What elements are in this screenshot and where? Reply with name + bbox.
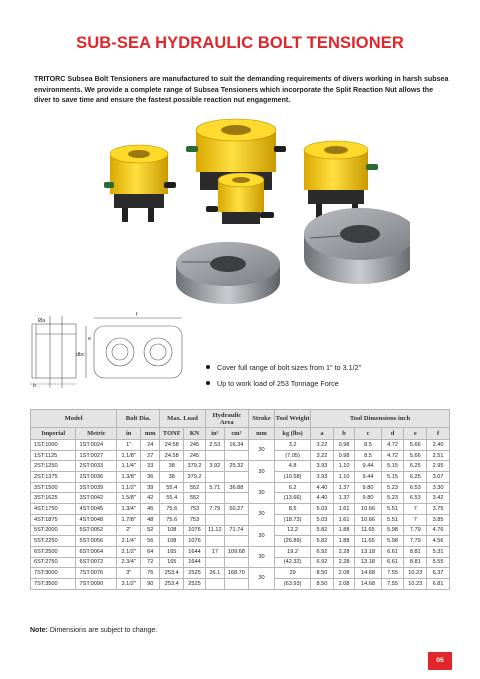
table-cell: 1.1/2" — [117, 482, 141, 493]
table-cell: 30 — [248, 461, 274, 482]
table-cell: 8.81 — [404, 557, 427, 568]
table-cell: 3" — [117, 568, 141, 579]
table-cell: 6.53 — [404, 482, 427, 493]
table-cell: 7ST:3500 — [31, 578, 76, 589]
table-cell: 36 — [141, 472, 160, 483]
table-cell: 4.8 — [275, 461, 311, 472]
table-row — [31, 461, 450, 472]
table-cell — [224, 578, 248, 589]
table-cell: 1.37 — [333, 482, 355, 493]
table-cell: 9.80 — [355, 493, 381, 504]
feature-list — [205, 363, 361, 395]
table-cell: 6.92 — [311, 546, 334, 557]
table-cell — [205, 536, 224, 547]
label-e: e — [88, 336, 92, 342]
table-cell: 3.75 — [427, 504, 450, 515]
table-cell: 2525 — [184, 568, 206, 579]
table-row — [31, 514, 450, 525]
table-cell — [205, 493, 224, 504]
table-cell: 26.1 — [205, 568, 224, 579]
table-cell: 2.95 — [427, 461, 450, 472]
table-cell: 3.93 — [311, 472, 334, 483]
table-row — [31, 536, 450, 547]
table-cell: 5.51 — [381, 514, 404, 525]
table-cell: 64 — [141, 546, 160, 557]
table-row — [31, 568, 450, 579]
table-cell: 90 — [141, 578, 160, 589]
table-cell: 552 — [184, 482, 206, 493]
feature-item: Up to work load of 253 Tonnage Force — [205, 379, 361, 388]
table-cell: 7ST:0076 — [76, 568, 117, 579]
table-row — [31, 493, 450, 504]
table-cell: 7.79 — [205, 504, 224, 515]
table-cell: 30 — [248, 525, 274, 546]
table-cell: 0.98 — [333, 440, 355, 451]
table-cell: 4.56 — [427, 536, 450, 547]
table-cell: 1.3/4" — [117, 504, 141, 515]
table-cell — [205, 514, 224, 525]
table-cell: 4.72 — [381, 450, 404, 461]
table-cell: 5ST:2250 — [31, 536, 76, 547]
table-cell: 11.65 — [355, 525, 381, 536]
table-cell: 3.2 — [275, 440, 311, 451]
table-cell: 52 — [141, 525, 160, 536]
table-cell: 379.2 — [184, 472, 206, 483]
table-cell: 6.53 — [404, 493, 427, 504]
table-cell: (42.32) — [275, 557, 311, 568]
table-cell: 2" — [117, 525, 141, 536]
table-cell: 2525 — [184, 578, 206, 589]
table-cell: 27 — [141, 450, 160, 461]
subheader-c: c — [355, 428, 381, 440]
tensioner-medium-right — [304, 141, 378, 218]
table-cell: 3.1/2" — [117, 578, 141, 589]
table-cell: 6.25 — [404, 472, 427, 483]
table-cell: 165 — [160, 557, 184, 568]
table-cell: 8.5 — [355, 450, 381, 461]
table-cell: 2.51 — [427, 450, 450, 461]
table-cell: 379.2 — [184, 461, 206, 472]
table-row — [31, 504, 450, 515]
table-cell: 8.5 — [275, 504, 311, 515]
table-cell: 25.32 — [224, 461, 248, 472]
table-cell: 6.2 — [275, 482, 311, 493]
table-cell: 6.92 — [311, 557, 334, 568]
table-cell: 4ST:1750 — [31, 504, 76, 515]
table-cell: 1.88 — [333, 525, 355, 536]
table-cell: 5.23 — [381, 493, 404, 504]
table-cell — [224, 493, 248, 504]
table-cell: 2.3/4" — [117, 557, 141, 568]
table-cell: 1ST:1000 — [31, 440, 76, 451]
table-cell: 7ST:3000 — [31, 568, 76, 579]
table-cell: 1.61 — [333, 504, 355, 515]
table-cell: 6.25 — [404, 461, 427, 472]
table-cell: 36.88 — [224, 482, 248, 493]
table-row — [31, 578, 450, 589]
table-cell: 75.6 — [160, 514, 184, 525]
table-cell: 1ST:1125 — [31, 450, 76, 461]
spec-table-body — [31, 440, 450, 590]
table-cell: 2.28 — [333, 546, 355, 557]
table-cell: 50.27 — [224, 504, 248, 515]
table-cell: 72 — [141, 557, 160, 568]
table-cell: 5.23 — [381, 482, 404, 493]
table-cell: 5.15 — [381, 461, 404, 472]
table-cell: 2ST:1250 — [31, 461, 76, 472]
table-cell: 48 — [141, 514, 160, 525]
table-cell: 3.30 — [427, 482, 450, 493]
table-cell: 1.61 — [333, 514, 355, 525]
feature-item: Cover full range of bolt sizes from 1" to 3.1/2" — [205, 363, 361, 372]
table-cell: 5ST:2000 — [31, 525, 76, 536]
table-cell: 165 — [160, 546, 184, 557]
table-cell: 8.5 — [355, 440, 381, 451]
table-cell: 55.4 — [160, 482, 184, 493]
table-cell: 10.23 — [404, 578, 427, 589]
subheader-f: f — [427, 428, 450, 440]
table-cell: 245 — [184, 440, 206, 451]
table-cell — [224, 557, 248, 568]
table-cell: 6ST:0064 — [76, 546, 117, 557]
table-cell: 9.44 — [355, 461, 381, 472]
table-cell — [205, 557, 224, 568]
table-cell: 3.42 — [427, 493, 450, 504]
table-cell: 5.03 — [311, 504, 334, 515]
table-cell: 245 — [184, 450, 206, 461]
table-cell: 5.71 — [205, 482, 224, 493]
table-cell: 7 — [404, 514, 427, 525]
table-cell: 5.82 — [311, 536, 334, 547]
subheader-a: a — [311, 428, 334, 440]
table-row — [31, 482, 450, 493]
table-cell: 76 — [141, 568, 160, 579]
table-cell: 6.61 — [381, 546, 404, 557]
table-cell: 6.61 — [381, 557, 404, 568]
table-cell — [205, 578, 224, 589]
table-cell: 5.98 — [381, 525, 404, 536]
subheader-e: e — [404, 428, 427, 440]
table-cell: 7.79 — [404, 525, 427, 536]
table-cell: 14.68 — [355, 578, 381, 589]
table-cell: 2ST:0033 — [76, 461, 117, 472]
note-label: Note: — [30, 627, 48, 634]
table-cell: 14.68 — [355, 568, 381, 579]
table-cell: 8.50 — [311, 568, 334, 579]
table-row — [31, 546, 450, 557]
table-cell — [224, 472, 248, 483]
table-cell: 3ST:0039 — [76, 482, 117, 493]
note-text: Dimensions are subject to change. — [47, 627, 158, 634]
intro-paragraph: TRITORC Subsea Bolt Tensioners are manufactured to suit the demanding requirements of divers working in harsh subsea environments. We provide a complete range of Subsea Tensioners which incorporate the Split Reaction Nut allows the diver to save time and ensure the fastest possible reaction nut engagement. — [34, 75, 449, 105]
table-cell: 5.66 — [404, 450, 427, 461]
table-cell: 71.74 — [224, 525, 248, 536]
table-cell: 30 — [248, 504, 274, 525]
split-nut-right — [304, 208, 410, 284]
table-cell: 253.4 — [160, 568, 184, 579]
table-cell: 56 — [141, 536, 160, 547]
table-cell: 7.79 — [404, 536, 427, 547]
table-cell: 1.1/4" — [117, 461, 141, 472]
subheader-tonf: TONF — [160, 428, 184, 440]
table-cell: (26.89) — [275, 536, 311, 547]
table-cell: 38 — [160, 461, 184, 472]
table-cell: 4.40 — [311, 493, 334, 504]
header-tool-dimensions: Tool Dimensions inch — [311, 410, 450, 428]
table-row — [31, 440, 450, 451]
table-cell: (7.05) — [275, 450, 311, 461]
table-cell: 108 — [160, 536, 184, 547]
table-cell: 5.66 — [404, 440, 427, 451]
subheader-mm: mm — [141, 428, 160, 440]
table-cell: 1.37 — [333, 493, 355, 504]
table-cell: 1.3/8" — [117, 472, 141, 483]
table-cell: 10.23 — [404, 568, 427, 579]
table-cell: 2.08 — [333, 578, 355, 589]
table-cell: 2.1/4" — [117, 536, 141, 547]
table-cell: 4ST:0045 — [76, 504, 117, 515]
table-cell: 1.10 — [333, 472, 355, 483]
table-cell: 2.53 — [205, 440, 224, 451]
table-cell: 16.34 — [224, 440, 248, 451]
table-cell: 19.2 — [275, 546, 311, 557]
table-cell: 1.88 — [333, 536, 355, 547]
label-oa: Øa — [38, 318, 46, 324]
subheader-in: in — [117, 428, 141, 440]
table-cell: 1076 — [184, 536, 206, 547]
table-cell: 5.31 — [427, 546, 450, 557]
table-cell: 6ST:2500 — [31, 546, 76, 557]
table-cell: 4.72 — [381, 440, 404, 451]
table-cell: 108 — [160, 525, 184, 536]
table-cell: 3ST:0042 — [76, 493, 117, 504]
note — [30, 627, 157, 634]
split-nut-left — [176, 242, 280, 304]
table-cell: 4.40 — [311, 482, 334, 493]
table-cell: 3ST:1625 — [31, 493, 76, 504]
header-stroke: Stroke — [248, 410, 274, 428]
header-max-load: Max. Load — [160, 410, 205, 428]
table-cell: 753 — [184, 504, 206, 515]
table-cell: (63.93) — [275, 578, 311, 589]
table-cell: 29 — [275, 568, 311, 579]
table-cell: 552 — [184, 493, 206, 504]
table-cell: 6ST:0072 — [76, 557, 117, 568]
table-cell: 2.1/2" — [117, 546, 141, 557]
table-cell: 1" — [117, 440, 141, 451]
table-cell: 3.07 — [427, 472, 450, 483]
table-cell — [205, 472, 224, 483]
table-cell: 42 — [141, 493, 160, 504]
table-cell: 24.58 — [160, 440, 184, 451]
table-cell: 13.18 — [355, 557, 381, 568]
table-cell: 1.7/8" — [117, 514, 141, 525]
subheader-metric: Metric — [76, 428, 117, 440]
header-bolt-dia: Bolt Dia. — [117, 410, 160, 428]
table-cell: 5.03 — [311, 514, 334, 525]
table-cell: 5.51 — [381, 504, 404, 515]
table-cell: 1.1/8" — [117, 450, 141, 461]
header-hydraulic-area: Hydraulic Area — [205, 410, 248, 428]
table-cell — [224, 536, 248, 547]
dimension-diagram — [30, 310, 190, 390]
table-cell: 2.40 — [427, 440, 450, 451]
subheader-stroke-mm: mm — [248, 428, 274, 440]
table-cell: 3.85 — [427, 514, 450, 525]
header-model: Model — [31, 410, 117, 428]
table-cell: 1.5/8" — [117, 493, 141, 504]
table-cell: 30 — [248, 440, 274, 461]
table-cell: 2ST:0036 — [76, 472, 117, 483]
table-cell: 5.15 — [381, 472, 404, 483]
table-cell — [224, 514, 248, 525]
table-cell: 11.12 — [205, 525, 224, 536]
tensioner-small-left — [104, 145, 176, 222]
table-cell: 1ST:0027 — [76, 450, 117, 461]
table-cell: 9.80 — [355, 482, 381, 493]
header-tool-weight: Tool Weight — [275, 410, 311, 428]
table-cell: 1076 — [184, 525, 206, 536]
table-cell: 75.6 — [160, 504, 184, 515]
table-row — [31, 450, 450, 461]
table-cell: 1.10 — [333, 461, 355, 472]
table-cell: 45 — [141, 504, 160, 515]
table-cell: 9.44 — [355, 472, 381, 483]
table-cell: 17 — [205, 546, 224, 557]
table-cell: 5.98 — [381, 536, 404, 547]
subheader-imperial: Imperial — [31, 428, 76, 440]
subheader-b: b — [333, 428, 355, 440]
table-cell: 24.58 — [160, 450, 184, 461]
table-cell: 33 — [141, 461, 160, 472]
table-cell: 30 — [248, 568, 274, 589]
table-cell: 6.81 — [427, 578, 450, 589]
table-cell: 253.4 — [160, 578, 184, 589]
table-cell: 6.37 — [427, 568, 450, 579]
product-photo — [90, 112, 410, 317]
table-cell: 3ST:1500 — [31, 482, 76, 493]
table-cell: 7.55 — [381, 568, 404, 579]
table-cell: 109.68 — [224, 546, 248, 557]
table-cell: 7 — [404, 504, 427, 515]
table-cell: 8.50 — [311, 578, 334, 589]
page-title: SUB-SEA HYDRAULIC BOLT TENSIONER — [76, 34, 404, 52]
table-cell: (13.66) — [275, 493, 311, 504]
table-cell: 0.98 — [333, 450, 355, 461]
table-cell: 4.76 — [427, 525, 450, 536]
table-cell: 11.65 — [355, 536, 381, 547]
table-cell: 4ST:1875 — [31, 514, 76, 525]
table-cell: 39 — [141, 482, 160, 493]
table-cell: 10.66 — [355, 504, 381, 515]
table-cell: 10.66 — [355, 514, 381, 525]
table-cell: 55.4 — [160, 493, 184, 504]
subheader-cm2: cm² — [224, 428, 248, 440]
table-cell: 38 — [160, 472, 184, 483]
table-cell: 13.18 — [355, 546, 381, 557]
table-cell: 1ST:0024 — [76, 440, 117, 451]
table-cell: 30 — [248, 482, 274, 503]
table-cell: 5.82 — [311, 525, 334, 536]
table-cell: 4ST:0048 — [76, 514, 117, 525]
table-cell: 3.93 — [311, 461, 334, 472]
label-f: f — [136, 312, 138, 318]
table-cell: (10.58) — [275, 472, 311, 483]
table-cell: 7.55 — [381, 578, 404, 589]
table-cell: 168.70 — [224, 568, 248, 579]
subheader-d: d — [381, 428, 404, 440]
table-cell — [205, 450, 224, 461]
spec-table — [30, 409, 450, 590]
table-cell: 3.22 — [311, 450, 334, 461]
subheader-kg: kg (lbs) — [275, 428, 311, 440]
table-cell: 30 — [248, 546, 274, 567]
page-number: 05 — [428, 652, 452, 670]
table-row — [31, 557, 450, 568]
subheader-in2: in² — [205, 428, 224, 440]
table-cell — [224, 450, 248, 461]
table-cell: 2.28 — [333, 557, 355, 568]
label-b: b — [33, 383, 37, 389]
table-row — [31, 525, 450, 536]
table-cell: 1644 — [184, 546, 206, 557]
table-cell: 6ST:2750 — [31, 557, 76, 568]
table-cell: 12.2 — [275, 525, 311, 536]
table-cell: 3.92 — [205, 461, 224, 472]
table-cell: 753 — [184, 514, 206, 525]
table-cell: 3.22 — [311, 440, 334, 451]
table-cell: 2ST:1375 — [31, 472, 76, 483]
table-row — [31, 472, 450, 483]
table-cell: 8.81 — [404, 546, 427, 557]
table-cell: 5ST:0056 — [76, 536, 117, 547]
table-cell: (18.73) — [275, 514, 311, 525]
label-dbc: dbc — [76, 352, 85, 358]
subheader-kn: KN — [184, 428, 206, 440]
table-cell: 5ST:0052 — [76, 525, 117, 536]
table-cell: 5.55 — [427, 557, 450, 568]
table-cell: 1644 — [184, 557, 206, 568]
table-cell: 2.08 — [333, 568, 355, 579]
table-cell: 24 — [141, 440, 160, 451]
table-cell: 7ST:0090 — [76, 578, 117, 589]
